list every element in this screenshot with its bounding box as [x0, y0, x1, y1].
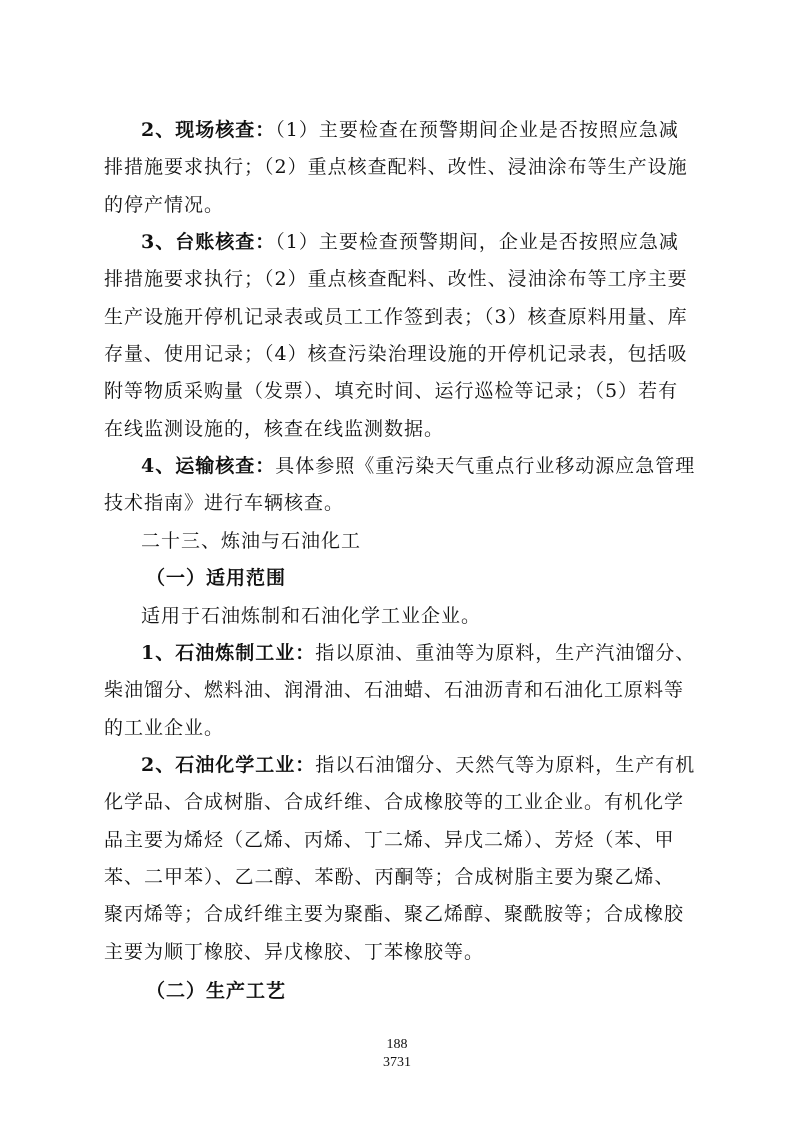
- text-line: [104, 484, 704, 522]
- section-heading-inline: 2、石油化学工业：: [141, 754, 316, 776]
- text-line: [141, 223, 741, 261]
- line-text: 指以原油、重油等为原料，生产汽油馏分、: [315, 642, 696, 664]
- line-text: 二十三、炼油与石油化工: [141, 530, 362, 552]
- section-heading-inline: 4、运输核查：: [141, 455, 276, 477]
- subsection-title: （一）适用范围: [146, 567, 287, 589]
- line-text: 的工业企业。: [104, 717, 225, 739]
- line-text: 生产设施开停机记录表或员工工作签到表；（3）核查原料用量、库: [104, 306, 688, 328]
- line-text: 排措施要求执行；（2）重点核查配料、改性、浸油涂布等生产设施: [104, 156, 688, 178]
- text-line: [104, 821, 704, 859]
- total-page-number: 3731: [383, 1055, 411, 1070]
- text-line: [141, 111, 741, 149]
- line-text: 排措施要求执行；（2）重点核查配料、改性、浸油涂布等工序主要: [104, 268, 688, 290]
- text-line: [104, 783, 704, 821]
- subsection-heading: [146, 972, 746, 1010]
- line-text: 指以石油馏分、天然气等为原料，生产有机: [315, 754, 696, 776]
- text-line: [104, 335, 704, 373]
- text-line: [104, 186, 704, 224]
- text-line: [141, 746, 741, 784]
- section-heading-inline: 2、现场核查：: [141, 119, 276, 141]
- line-text: 主要为顺丁橡胶、异戊橡胶、丁苯橡胶等。: [104, 941, 485, 963]
- text-line: [104, 260, 704, 298]
- text-line: [104, 858, 704, 896]
- line-text: 柴油馏分、燃料油、润滑油、石油蜡、石油沥青和石油化工原料等: [104, 679, 685, 701]
- text-line: [104, 148, 704, 186]
- line-text: 聚丙烯等；合成纤维主要为聚酯、聚乙烯醇、聚酰胺等；合成橡胶: [104, 903, 685, 925]
- line-text: 的停产情况。: [104, 194, 225, 216]
- text-line: [104, 671, 704, 709]
- line-text: 化学品、合成树脂、合成纤维、合成橡胶等的工业企业。有机化学: [104, 791, 685, 813]
- line-text: 具体参照《重污染天气重点行业移动源应急管理: [275, 455, 696, 477]
- text-line: [104, 298, 704, 336]
- line-text: （1）主要检查在预警期间企业是否按照应急减: [275, 119, 679, 141]
- text-line: [104, 372, 704, 410]
- subsection-title: （二）生产工艺: [146, 980, 287, 1002]
- text-line: [141, 447, 741, 485]
- text-line: [104, 933, 704, 971]
- line-text: 苯、二甲苯）、乙二醇、苯酚、丙酮等；合成树脂主要为聚乙烯、: [104, 866, 675, 888]
- text-line: [141, 597, 741, 635]
- text-line: [104, 895, 704, 933]
- subsection-heading: [146, 559, 746, 597]
- line-text: 品主要为烯烃（乙烯、丙烯、丁二烯、异戊二烯）、芳烃（苯、甲: [104, 829, 675, 851]
- line-text: 附等物质采购量（发票）、填充时间、运行巡检等记录；（5）若有: [104, 380, 679, 402]
- line-text: 存量、使用记录；（4）核查污染治理设施的开停机记录表，包括吸: [104, 343, 688, 365]
- section-heading-inline: 1、石油炼制工业：: [141, 642, 316, 664]
- text-line: [104, 709, 704, 747]
- line-text: 适用于石油炼制和石油化学工业企业。: [141, 605, 482, 627]
- page-number: 188: [386, 1037, 408, 1052]
- line-text: （1）主要检查预警期间，企业是否按照应急减: [275, 231, 679, 253]
- line-text: 在线监测设施的，核查在线监测数据。: [104, 418, 445, 440]
- section-heading-inline: 3、台账核查：: [141, 231, 276, 253]
- text-line: [104, 410, 704, 448]
- text-line: [141, 634, 741, 672]
- line-text: 技术指南》进行车辆核查。: [104, 492, 345, 514]
- chapter-heading: [141, 522, 741, 560]
